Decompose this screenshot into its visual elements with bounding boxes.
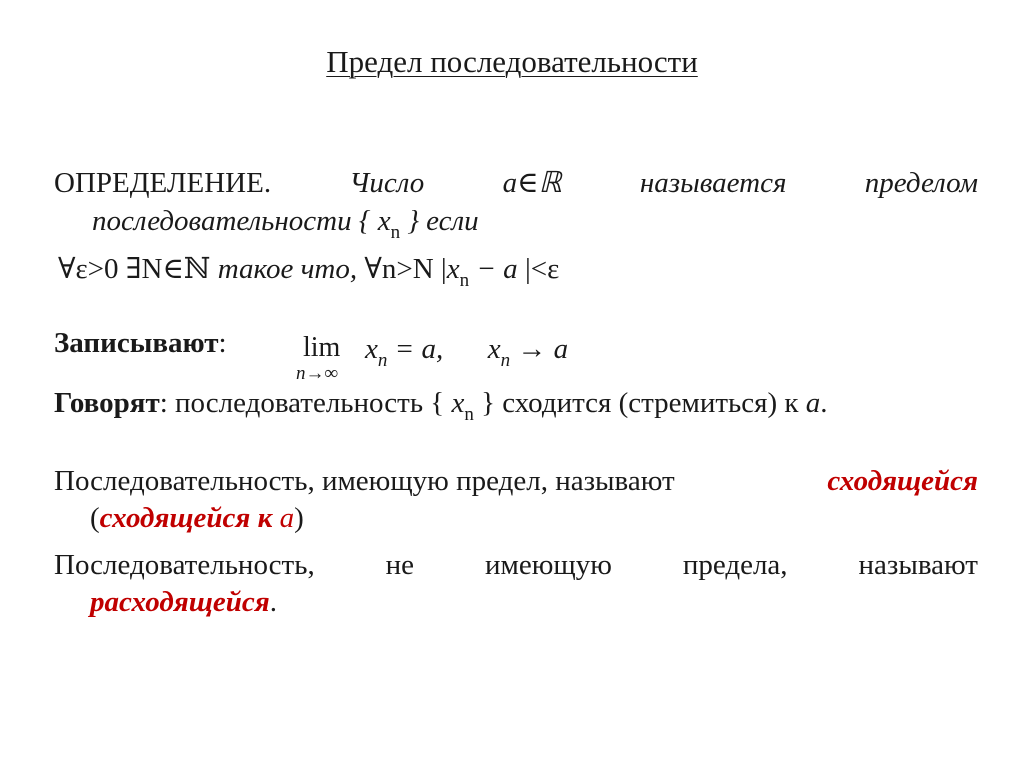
limit-equals-a: = a, <box>394 333 444 365</box>
write-colon: : <box>218 327 227 359</box>
divergent-word: не <box>385 549 415 581</box>
definition-word: Число <box>349 167 425 199</box>
say-sub: n <box>464 404 474 425</box>
divergent-word: называют <box>858 549 978 581</box>
condition-n-greater: ∀n>N <box>364 253 434 285</box>
condition-subscript: n <box>459 270 470 291</box>
sequence-x: x <box>377 205 391 237</box>
divergent-word: имеющую <box>484 549 612 581</box>
write-label <box>54 326 227 360</box>
definition-label: ОПРЕДЕЛЕНИЕ. <box>54 167 272 199</box>
sequence-subscript: n <box>390 222 401 243</box>
convergent-line-1 <box>54 464 978 498</box>
definition-word: пределом <box>864 167 978 199</box>
divergent-line-2 <box>90 585 277 619</box>
condition-x: x <box>446 253 460 285</box>
divergent-word: Последовательность, <box>54 549 315 581</box>
convergent-text: Последовательность, имеющую предел, называют <box>54 465 675 497</box>
definition-line-2 <box>92 204 479 242</box>
limit-subscript: n→∞ <box>296 363 339 384</box>
paren-open: ( <box>90 502 100 534</box>
paren-close: ) <box>294 502 304 534</box>
limit-operator: lim <box>303 332 341 363</box>
limit-x: x <box>365 333 378 365</box>
definition-line2-text: последовательности { <box>92 205 371 237</box>
convergent-line-2 <box>90 501 304 535</box>
say-text-2: } сходится (стремиться) к <box>481 387 799 419</box>
arrow-x: x <box>487 333 501 365</box>
condition-minus-a: − a <box>476 253 518 285</box>
definition-line2-end: } если <box>407 205 479 237</box>
limit-expression <box>365 332 568 370</box>
convergent-term: сходящейся <box>827 465 978 497</box>
convergent-a: a <box>279 502 295 534</box>
condition-such-that: такое что, <box>217 253 358 285</box>
definition-line-1 <box>54 166 978 200</box>
condition-less-eps: <ε <box>530 253 560 285</box>
say-text-1: : последовательность { <box>159 387 445 419</box>
say-x: x <box>451 387 465 419</box>
definition-condition <box>58 252 559 290</box>
definition-a-in-r: a∈ℝ <box>502 167 562 199</box>
divergent-term: расходящейся <box>90 586 270 618</box>
say-line <box>54 386 827 424</box>
say-label: Говорят <box>54 387 160 419</box>
abs-bar-right: | <box>524 253 531 285</box>
page-title: Предел последовательности <box>326 44 698 79</box>
abs-bar-left: | <box>440 253 447 285</box>
divergent-dot: . <box>269 586 277 618</box>
condition-quantifiers: ∀ε>0 ∃N∈ℕ <box>58 253 211 285</box>
divergent-word: предела, <box>682 549 788 581</box>
limit-x-sub: n <box>377 350 388 371</box>
convergent-to-a-term: сходящейся к <box>99 502 273 534</box>
arrow-x-sub: n <box>500 350 511 371</box>
say-dot: . <box>820 387 828 419</box>
write-label-text: Записывают <box>54 327 219 359</box>
divergent-line-1 <box>54 548 978 582</box>
definition-word: называется <box>639 167 787 199</box>
arrow-to-a: → a <box>517 333 569 365</box>
say-a: a <box>805 387 821 419</box>
